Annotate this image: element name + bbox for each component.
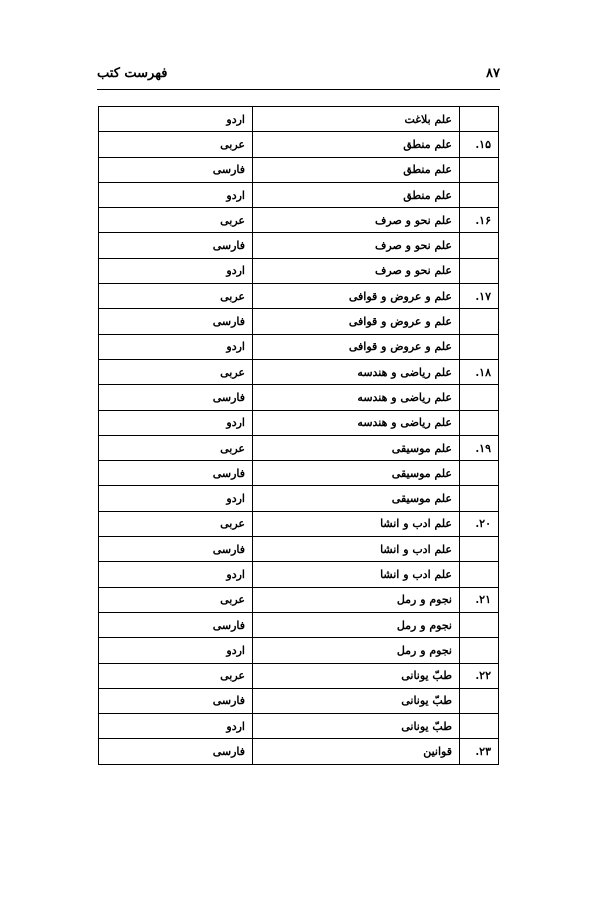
table-row (99, 587, 499, 612)
table-row (99, 511, 499, 536)
table-row (99, 486, 499, 511)
table-row (99, 334, 499, 359)
subject-cell: علم موسیقی (253, 461, 460, 486)
language-cell: فارسی (99, 739, 253, 764)
subject-cell: علم بلاغت (253, 107, 460, 132)
row-number-cell (460, 233, 499, 258)
language-cell: اردو (99, 714, 253, 739)
row-number-cell (460, 157, 499, 182)
table-row (99, 132, 499, 157)
row-number-cell (460, 486, 499, 511)
row-number-cell (460, 688, 499, 713)
row-number-cell (460, 385, 499, 410)
table-row (99, 233, 499, 258)
language-cell: عربی (99, 511, 253, 536)
subject-cell: علم و عروض و قوافی (253, 309, 460, 334)
language-cell: فارسی (99, 157, 253, 182)
table-row (99, 410, 499, 435)
row-number-cell: ۱۸. (460, 359, 499, 384)
subject-cell: علم و عروض و قوافی (253, 284, 460, 309)
row-number-cell (460, 334, 499, 359)
row-number-cell: ۲۱. (460, 587, 499, 612)
row-number-cell (460, 461, 499, 486)
language-cell: فارسی (99, 461, 253, 486)
table-row (99, 537, 499, 562)
table-row (99, 562, 499, 587)
subject-cell: علم ریاضی و هندسه (253, 410, 460, 435)
language-cell: عربی (99, 359, 253, 384)
row-number-cell (460, 562, 499, 587)
subject-cell: طبّ یونانی (253, 714, 460, 739)
table-row (99, 258, 499, 283)
language-cell: اردو (99, 258, 253, 283)
page-number: ۸۷ (486, 66, 500, 81)
table-row (99, 461, 499, 486)
language-cell: فارسی (99, 688, 253, 713)
table-row (99, 663, 499, 688)
table-row (99, 714, 499, 739)
language-cell: اردو (99, 182, 253, 207)
row-number-cell (460, 537, 499, 562)
table-row (99, 359, 499, 384)
table-row (99, 739, 499, 764)
row-number-cell (460, 258, 499, 283)
table-row (99, 284, 499, 309)
subject-cell: نجوم و رمل (253, 587, 460, 612)
row-number-cell (460, 182, 499, 207)
subject-cell: نجوم و رمل (253, 638, 460, 663)
subject-cell: علم ریاضی و هندسه (253, 359, 460, 384)
subject-cell: طبّ یونانی (253, 688, 460, 713)
table-row (99, 309, 499, 334)
page-header (97, 63, 500, 90)
row-number-cell: ۲۲. (460, 663, 499, 688)
language-cell: اردو (99, 486, 253, 511)
subject-cell: طبّ یونانی (253, 663, 460, 688)
row-number-cell: ۲۳. (460, 739, 499, 764)
table-row (99, 638, 499, 663)
language-cell: فارسی (99, 385, 253, 410)
subject-cell: علم موسیقی (253, 435, 460, 460)
subject-cell: قوانین (253, 739, 460, 764)
row-number-cell (460, 714, 499, 739)
subject-cell: علم و عروض و قوافی (253, 334, 460, 359)
subject-cell: علم موسیقی (253, 486, 460, 511)
table-row (99, 208, 499, 233)
table-row (99, 182, 499, 207)
subject-cell: علم منطق (253, 157, 460, 182)
subject-cell: نجوم و رمل (253, 612, 460, 637)
table-row (99, 157, 499, 182)
subject-cell: علم نحو و صرف (253, 233, 460, 258)
row-number-cell (460, 309, 499, 334)
row-number-cell: ۱۵. (460, 132, 499, 157)
subject-cell: علم ادب و انشا (253, 537, 460, 562)
table-row (99, 385, 499, 410)
row-number-cell (460, 107, 499, 132)
row-number-cell: ۱۶. (460, 208, 499, 233)
table-row (99, 435, 499, 460)
book-catalog-table (98, 106, 499, 765)
language-cell: اردو (99, 638, 253, 663)
language-cell: عربی (99, 208, 253, 233)
subject-cell: علم ریاضی و هندسه (253, 385, 460, 410)
language-cell: اردو (99, 410, 253, 435)
table-row (99, 688, 499, 713)
row-number-cell (460, 410, 499, 435)
page-title: فهرست کتب (97, 66, 168, 81)
table-row (99, 107, 499, 132)
language-cell: اردو (99, 562, 253, 587)
language-cell: اردو (99, 107, 253, 132)
row-number-cell: ۱۷. (460, 284, 499, 309)
subject-cell: علم ادب و انشا (253, 562, 460, 587)
row-number-cell (460, 638, 499, 663)
subject-cell: علم منطق (253, 182, 460, 207)
subject-cell: علم ادب و انشا (253, 511, 460, 536)
language-cell: عربی (99, 435, 253, 460)
language-cell: عربی (99, 663, 253, 688)
subject-cell: علم نحو و صرف (253, 258, 460, 283)
language-cell: فارسی (99, 309, 253, 334)
language-cell: فارسی (99, 233, 253, 258)
table-row (99, 612, 499, 637)
row-number-cell (460, 612, 499, 637)
language-cell: عربی (99, 587, 253, 612)
language-cell: فارسی (99, 612, 253, 637)
language-cell: اردو (99, 334, 253, 359)
subject-cell: علم منطق (253, 132, 460, 157)
row-number-cell: ۲۰. (460, 511, 499, 536)
language-cell: عربی (99, 284, 253, 309)
catalog-body (99, 107, 499, 765)
subject-cell: علم نحو و صرف (253, 208, 460, 233)
language-cell: فارسی (99, 537, 253, 562)
row-number-cell: ۱۹. (460, 435, 499, 460)
language-cell: عربی (99, 132, 253, 157)
